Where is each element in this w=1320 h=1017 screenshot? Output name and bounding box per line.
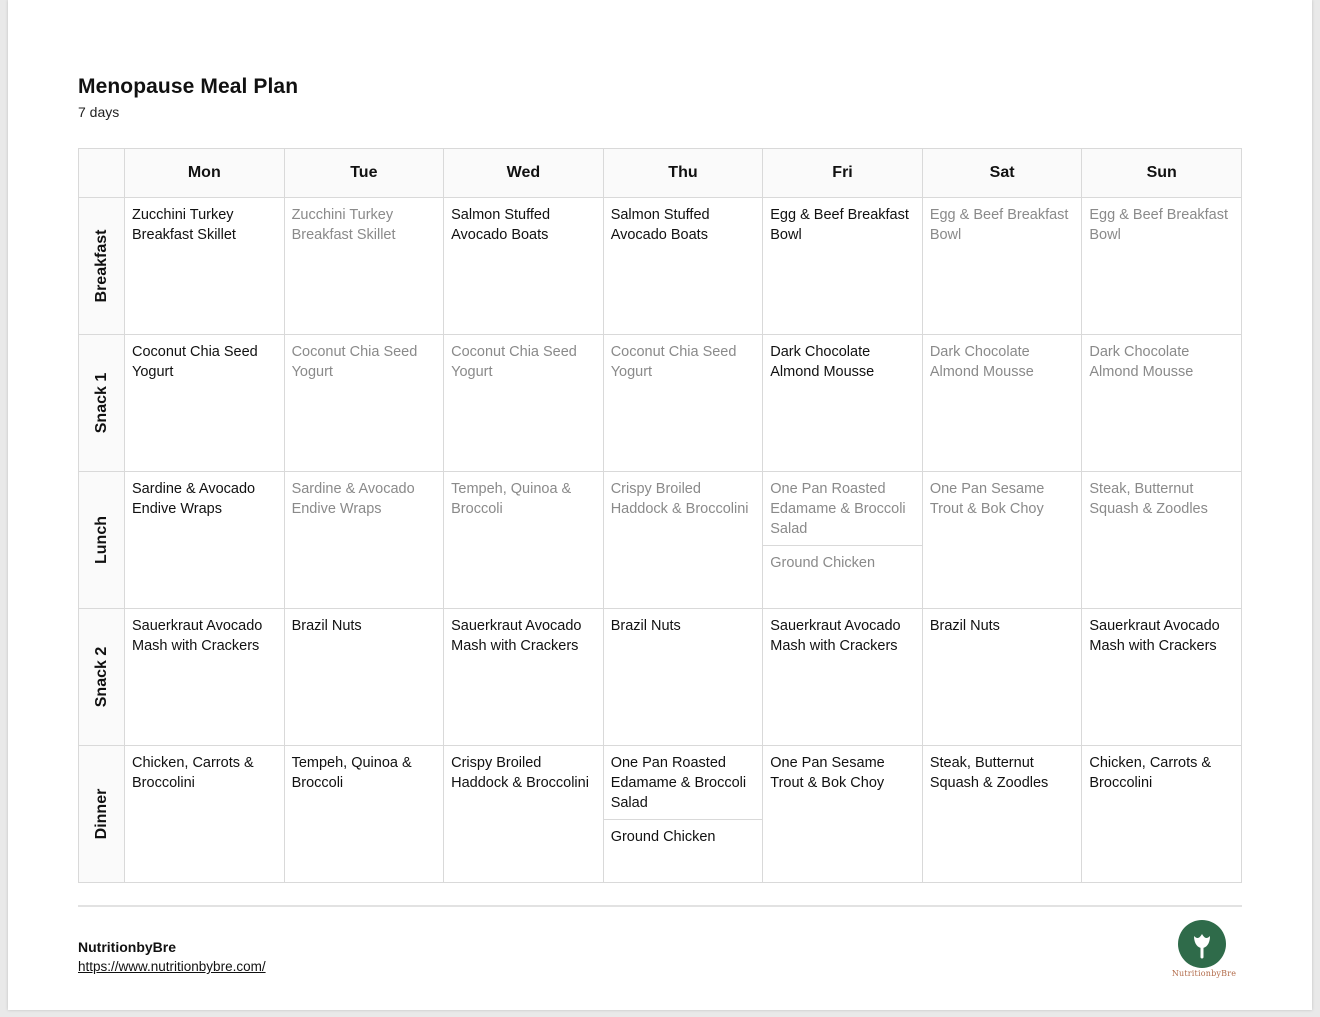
- meal-row-dinner: [79, 746, 1242, 883]
- meal-cell-wed: [444, 335, 604, 472]
- meal-plan-table: [78, 148, 1242, 883]
- meal-item: One Pan Sesame Trout & Bok Choy: [770, 755, 885, 791]
- meal-label: Snack 2: [92, 646, 110, 708]
- meal-cell-thu: [603, 198, 763, 335]
- meal-label-cell: [79, 472, 125, 609]
- meal-cell-sun: [1082, 472, 1242, 609]
- meal-item: Brazil Nuts: [610, 618, 681, 634]
- day-header-sun: Sun: [1082, 149, 1242, 198]
- meal-cell-mon: [125, 198, 285, 335]
- meal-cell-wed: [444, 198, 604, 335]
- meal-cell-sat: [922, 335, 1082, 472]
- meal-item-extra: Ground Chicken: [604, 819, 763, 853]
- day-header-thu: Thu: [603, 149, 763, 198]
- meal-item: Tempeh, Quinoa & Broccoli: [291, 755, 412, 791]
- meal-cell-mon: [125, 472, 285, 609]
- meal-item: Egg & Beef Breakfast Bowl: [770, 207, 909, 243]
- meal-cell-thu: [603, 335, 763, 472]
- day-header-tue: Tue: [284, 149, 444, 198]
- meal-cell-sat: [922, 746, 1082, 883]
- meal-item: Dark Chocolate Almond Mousse: [1089, 344, 1194, 380]
- meal-item: Sauerkraut Avocado Mash with Crackers: [1089, 618, 1220, 654]
- meal-item: Brazil Nuts: [291, 618, 362, 634]
- meal-label-cell: [79, 746, 125, 883]
- meal-item: Dark Chocolate Almond Mousse: [929, 344, 1034, 380]
- meal-cell-thu: [603, 746, 763, 883]
- meal-plan-page: [8, 0, 1312, 1010]
- meal-item: Egg & Beef Breakfast Bowl: [1089, 207, 1229, 243]
- meal-item: Egg & Beef Breakfast Bowl: [929, 207, 1069, 243]
- meal-cell-thu: [603, 609, 763, 746]
- meal-item: Sardine & Avocado Endive Wraps: [132, 481, 256, 517]
- meal-item: Tempeh, Quinoa & Broccoli: [451, 481, 572, 517]
- meal-label: Lunch: [92, 516, 110, 564]
- meal-cell-wed: [444, 609, 604, 746]
- meal-item: Sauerkraut Avocado Mash with Crackers: [770, 618, 901, 654]
- meal-cell-mon: [125, 335, 285, 472]
- footer-brand: NutritionbyBre: [78, 939, 176, 955]
- meal-label-cell: [79, 198, 125, 335]
- day-header-fri: Fri: [763, 149, 923, 198]
- meal-label-cell: [79, 609, 125, 746]
- meal-row-snack-1: [79, 335, 1242, 472]
- meal-item: Chicken, Carrots & Broccolini: [1089, 755, 1212, 791]
- meal-cell-tue: [284, 335, 444, 472]
- meal-item: Coconut Chia Seed Yogurt: [451, 344, 577, 380]
- meal-item: Crispy Broiled Haddock & Broccolini: [451, 755, 589, 791]
- meal-label: Dinner: [92, 788, 110, 840]
- day-header-sat: Sat: [922, 149, 1082, 198]
- meal-cell-fri: [763, 609, 923, 746]
- meal-label: Breakfast: [92, 229, 110, 303]
- brand-logo: [1164, 918, 1244, 982]
- meal-cell-fri: [763, 198, 923, 335]
- meal-item: Steak, Butternut Squash & Zoodles: [1089, 481, 1208, 517]
- meal-cell-sun: [1082, 609, 1242, 746]
- corner-cell: [79, 149, 125, 198]
- meal-item: Steak, Butternut Squash & Zoodles: [929, 755, 1049, 791]
- meal-cell-sat: [922, 609, 1082, 746]
- meal-cell-sat: [922, 198, 1082, 335]
- meal-cell-fri: [763, 472, 923, 609]
- meal-item: Coconut Chia Seed Yogurt: [291, 344, 418, 380]
- footer-website-link[interactable]: https://www.nutritionbybre.com/: [78, 959, 266, 974]
- meal-row-breakfast: [79, 198, 1242, 335]
- meal-item: One Pan Roasted Edamame & Broccoli Salad: [610, 755, 747, 811]
- meal-cell-sun: [1082, 198, 1242, 335]
- meal-item: Sardine & Avocado Endive Wraps: [291, 481, 415, 517]
- meal-cell-sun: [1082, 746, 1242, 883]
- meal-row-lunch: [79, 472, 1242, 609]
- meal-cell-mon: [125, 609, 285, 746]
- meal-item: Sauerkraut Avocado Mash with Crackers: [451, 618, 582, 654]
- meal-cell-tue: [284, 198, 444, 335]
- meal-cell-wed: [444, 746, 604, 883]
- day-header-wed: Wed: [444, 149, 604, 198]
- meal-label-cell: [79, 335, 125, 472]
- meal-item-extra: Ground Chicken: [763, 545, 922, 579]
- meal-item: Zucchini Turkey Breakfast Skillet: [132, 207, 236, 243]
- meal-item: Brazil Nuts: [929, 618, 1000, 634]
- meal-cell-tue: [284, 609, 444, 746]
- day-header-mon: Mon: [125, 149, 285, 198]
- logo-wordmark: NutritionbyBre: [1171, 969, 1237, 978]
- meal-cell-thu: [603, 472, 763, 609]
- meal-cell-mon: [125, 746, 285, 883]
- meal-item: Coconut Chia Seed Yogurt: [132, 344, 258, 380]
- meal-cell-fri: [763, 335, 923, 472]
- day-header-row: [79, 149, 1242, 198]
- meal-label: Snack 1: [92, 372, 110, 434]
- footer-divider: [78, 905, 1242, 907]
- meal-item: Salmon Stuffed Avocado Boats: [610, 207, 710, 243]
- meal-item: Salmon Stuffed Avocado Boats: [451, 207, 551, 243]
- meal-cell-sat: [922, 472, 1082, 609]
- meal-item: Dark Chocolate Almond Mousse: [770, 344, 875, 380]
- meal-cell-wed: [444, 472, 604, 609]
- page-title: Menopause Meal Plan: [78, 75, 299, 98]
- tulip-leaf-icon: [1178, 920, 1226, 968]
- meal-cell-fri: [763, 746, 923, 883]
- meal-cell-sun: [1082, 335, 1242, 472]
- meal-item: Coconut Chia Seed Yogurt: [610, 344, 737, 380]
- page-subtitle: 7 days: [78, 104, 120, 120]
- meal-item: One Pan Sesame Trout & Bok Choy: [929, 481, 1045, 517]
- meal-row-snack-2: [79, 609, 1242, 746]
- meal-item: One Pan Roasted Edamame & Broccoli Salad: [770, 481, 906, 537]
- meal-cell-tue: [284, 746, 444, 883]
- meal-item: Sauerkraut Avocado Mash with Crackers: [132, 618, 263, 654]
- meal-cell-tue: [284, 472, 444, 609]
- meal-item: Crispy Broiled Haddock & Broccolini: [610, 481, 749, 517]
- meal-rows: [79, 198, 1242, 883]
- meal-item: Chicken, Carrots & Broccolini: [132, 755, 254, 791]
- meal-item: Zucchini Turkey Breakfast Skillet: [291, 207, 396, 243]
